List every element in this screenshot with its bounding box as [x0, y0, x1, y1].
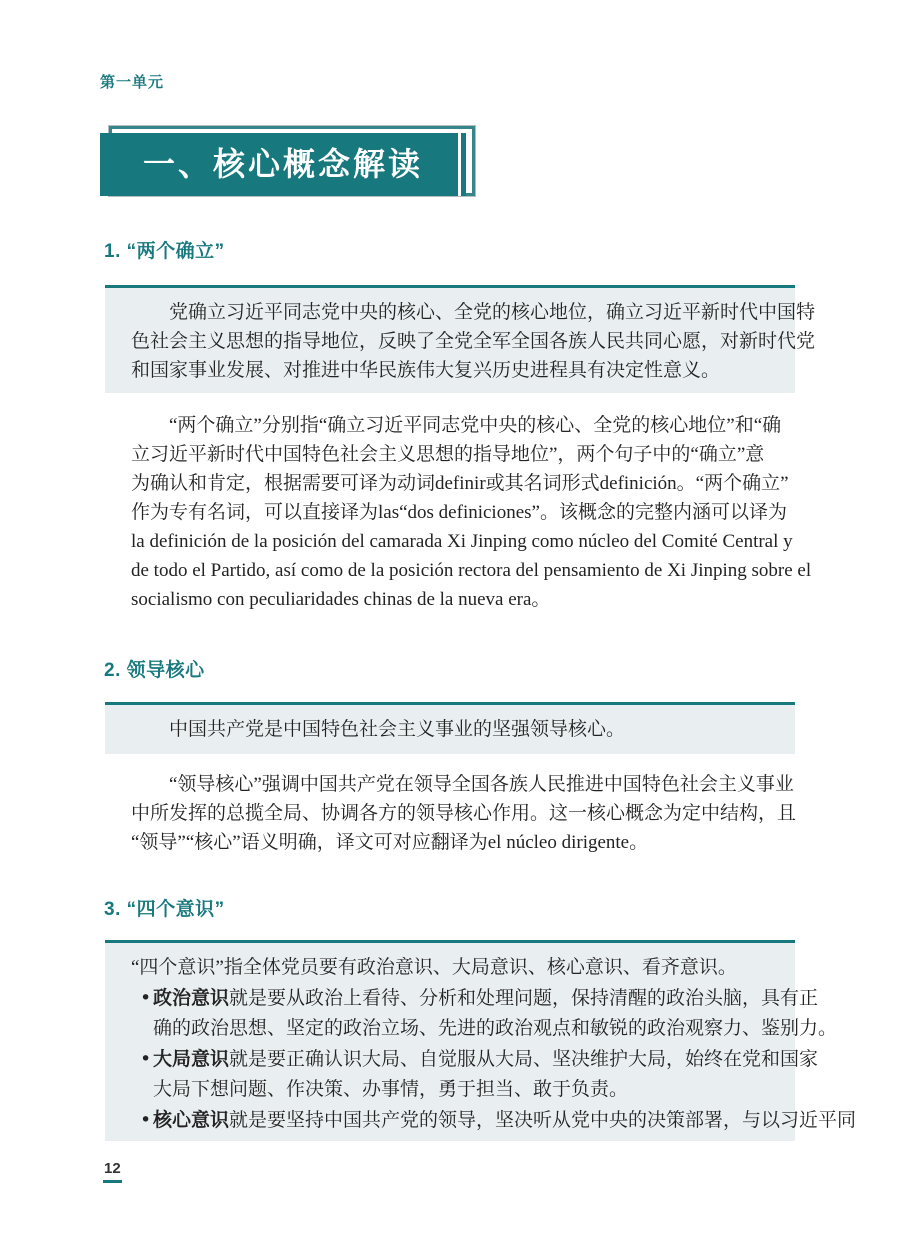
- text-line: 党确立习近平同志党中央的核心、全党的核心地位，确立习近平新时代中国特: [169, 302, 816, 323]
- text-line: 确的政治思想、坚定的政治立场、先进的政治观点和敏锐的政治观察力、鉴别力。: [153, 1018, 838, 1039]
- bullet-icon: •: [140, 987, 152, 1009]
- banner-title: 一、核心概念解读: [100, 133, 466, 196]
- text-line: “四个意识”指全体党员要有政治意识、大局意识、核心意识、看齐意识。: [131, 957, 737, 978]
- text-line: 作为专有名词，可以直接译为las“dos definiciones”。该概念的完整内涵可以译为: [131, 502, 787, 523]
- bold-term: 政治意识: [153, 988, 230, 1009]
- unit-label: 第一单元: [100, 74, 165, 91]
- subsection-heading-2: 2. 领导核心: [104, 660, 205, 681]
- text-line: 立习近平新时代中国特色社会主义思想的指导地位”，两个句子中的“确立”意: [131, 444, 765, 465]
- text-line: de todo el Partido, así como de la posición rectora del pensamiento de Xi Jinping sobre el: [131, 560, 812, 581]
- paragraph-1: [131, 411, 811, 614]
- bullet-line: •核心意识就是要坚持中国共产党的领导，坚决听从党中央的决策部署，与以习近平同: [131, 1105, 777, 1136]
- highlight-box-2: [105, 702, 795, 754]
- highlight-box-3: [105, 940, 857, 1141]
- text-line: 中所发挥的总揽全局、协调各方的领导核心作用。这一核心概念为定中结构，且: [131, 803, 797, 824]
- bullet-line: •政治意识就是要从政治上看待、分析和处理问题，保持清醒的政治头脑，具有正: [131, 983, 777, 1014]
- text-line: “领导”“核心”语义明确，译文可对应翻译为el núcleo dirigente。: [131, 832, 649, 853]
- bullet-icon: •: [140, 1048, 152, 1070]
- text-line: “领导核心”强调中国共产党在领导全国各族人民推进中国特色社会主义事业: [169, 774, 794, 795]
- text-line: 色社会主义思想的指导地位，反映了全党全军全国各族人民共同心愿，对新时代党: [131, 331, 816, 352]
- page-number: 12: [103, 1160, 122, 1183]
- text-line: 大局下想问题、作决策、办事情，勇于担当、敢于负责。: [153, 1079, 629, 1100]
- subsection-heading-3: 3. “四个意识”: [104, 899, 225, 920]
- paragraph-2: [131, 770, 796, 857]
- text-line: “两个确立”分别指“确立习近平同志党中央的核心、全党的核心地位”和“确: [169, 415, 782, 436]
- text-line: 为确认和肯定，根据需要可译为动词definir或其名词形式definición。“两个确立”: [131, 473, 789, 494]
- bold-term: 大局意识: [153, 1049, 230, 1070]
- subsection-heading-1: 1. “两个确立”: [104, 241, 225, 262]
- text-line: 中国共产党是中国特色社会主义事业的坚强领导核心。: [169, 719, 626, 740]
- highlight-box-1: [105, 285, 816, 393]
- bullet-icon: •: [140, 1109, 152, 1131]
- bold-term: 核心意识: [153, 1110, 230, 1131]
- bullet-line: •大局意识就是要正确认识大局、自觉服从大局、坚决维护大局，始终在党和国家: [131, 1044, 777, 1075]
- text-line: la definición de la posición del camarada Xi Jinping como núcleo del Comité Central y: [131, 531, 793, 552]
- section-title-banner: [100, 126, 482, 202]
- text-line: socialismo con peculiaridades chinas de la nueva era。: [131, 589, 551, 610]
- text-line: 和国家事业发展、对推进中华民族伟大复兴历史进程具有决定性意义。: [131, 360, 721, 381]
